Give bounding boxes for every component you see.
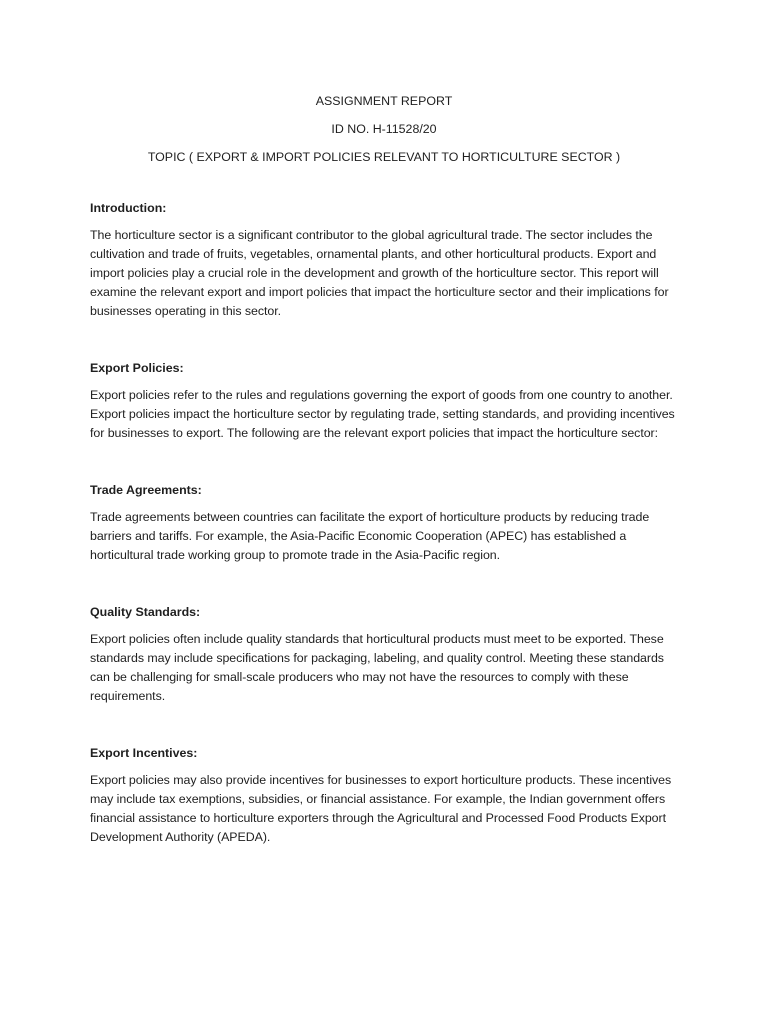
- section-paragraph: Export policies often include quality standards that horticultural products must meet to be exported. These standards may include specifications for packaging, labeling, and quality control. Meeting these standards can be challenging for small-scale producers who may not have the resources to comply with these requirements.: [90, 632, 664, 703]
- section-heading: Trade Agreements:: [90, 483, 202, 497]
- section-paragraph: Export policies may also provide incentives for businesses to export horticulture products. These incentives may include tax exemptions, subsidies, or financial assistance. For example, the Indian government offers financial assistance to horticulture exporters through the Agricultural and Processed Food Products Export Development Authority (APEDA).: [90, 773, 672, 844]
- section-heading: Quality Standards:: [90, 605, 201, 619]
- section-introduction: [90, 199, 678, 321]
- section-quality-standards: [90, 603, 678, 706]
- section-heading: Export Policies:: [90, 361, 184, 375]
- section-heading: Export Incentives:: [90, 746, 198, 760]
- section-paragraph: Export policies refer to the rules and regulations governing the export of goods from one country to another. Export policies impact the horticulture sector by regulating trade, setting standards, and providing incentives for businesses to export. The following are the relevant export policies that impact the horticulture sector:: [90, 388, 675, 440]
- report-topic: TOPIC ( EXPORT & IMPORT POLICIES RELEVANT TO HORTICULTURE SECTOR ): [147, 150, 621, 164]
- section-trade-agreements: [90, 481, 678, 565]
- section-paragraph: Trade agreements between countries can facilitate the export of horticulture products by reducing trade barriers and tariffs. For example, the Asia-Pacific Economic Cooperation (APEC) has established a horticultural trade working group to promote trade in the Asia-Pacific region.: [90, 510, 650, 562]
- section-export-incentives: [90, 744, 678, 847]
- report-id: ID NO. H-11528/20: [331, 122, 437, 136]
- section-heading: Introduction:: [90, 201, 167, 215]
- section-export-policies: [90, 359, 678, 443]
- section-paragraph: The horticulture sector is a significant contributor to the global agricultural trade. The sector includes the cultivation and trade of fruits, vegetables, ornamental plants, and other horticultural products. Export and import policies play a crucial role in the development and growth of the horticulture sector. This report will examine the relevant export and import policies that impact the horticulture sector and their implications for businesses operating in this sector.: [90, 228, 669, 318]
- report-title: ASSIGNMENT REPORT: [315, 94, 453, 108]
